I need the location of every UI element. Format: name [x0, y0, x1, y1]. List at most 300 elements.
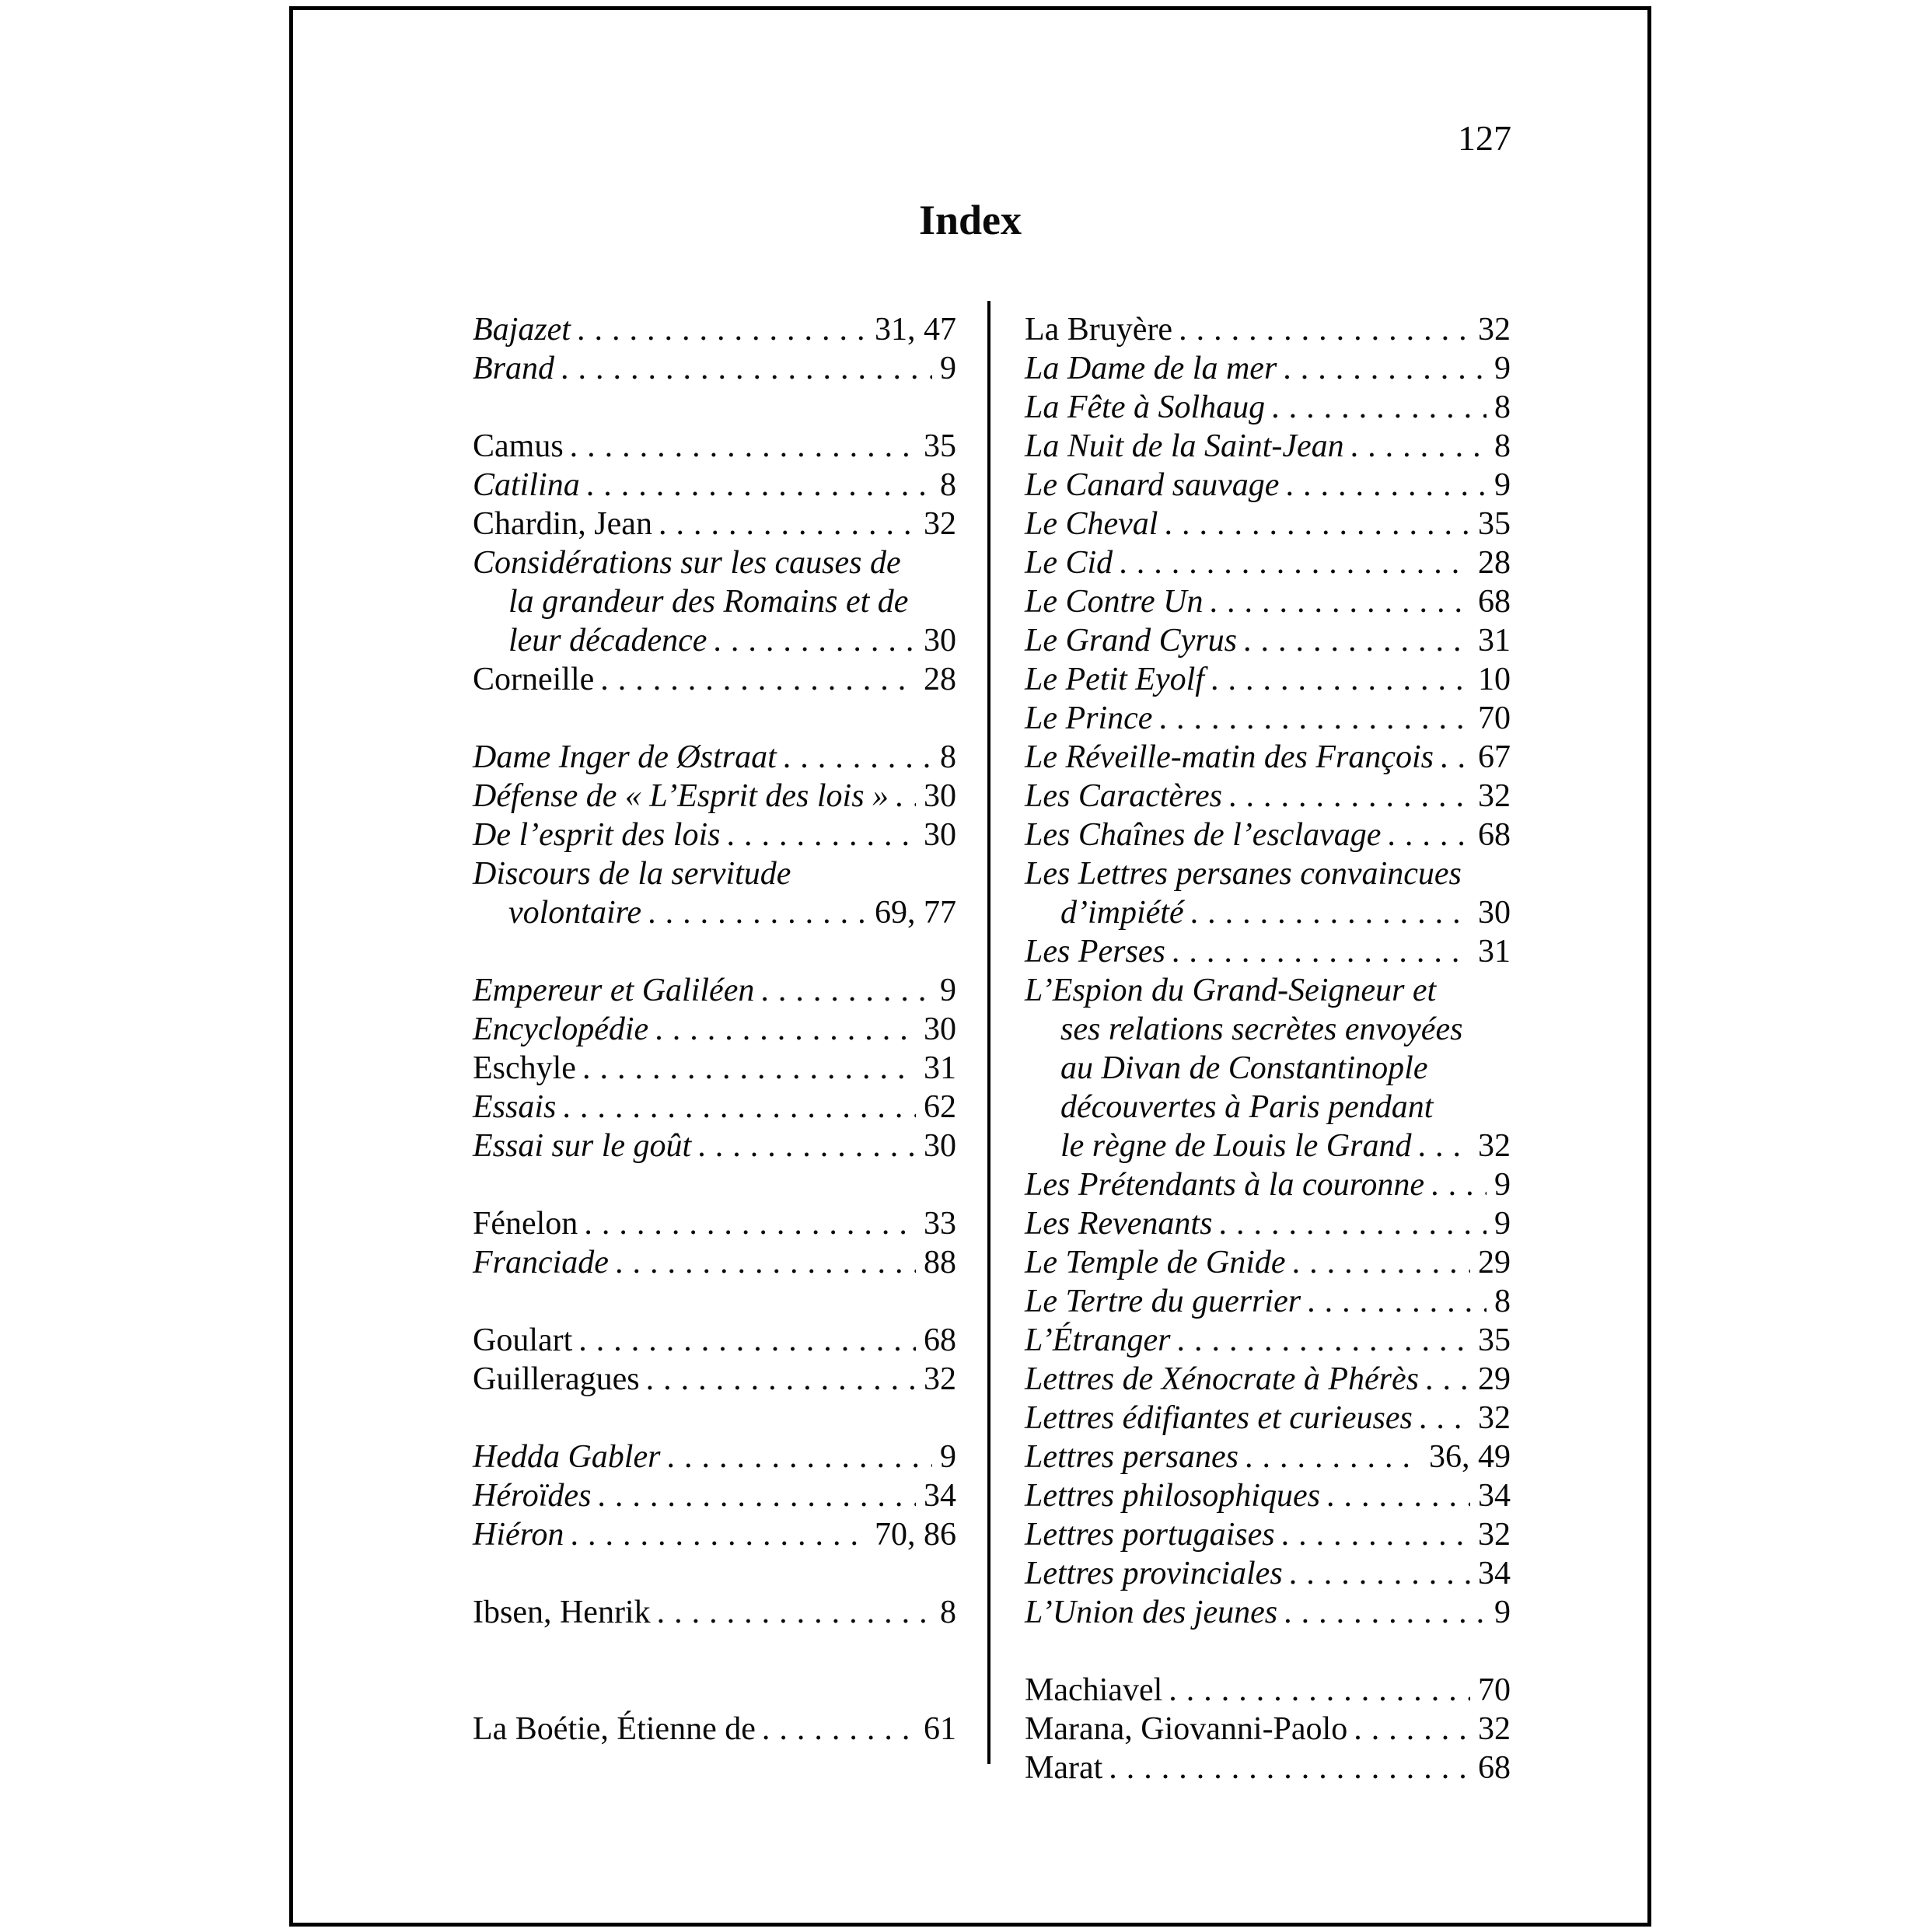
entry-label: au Divan de Constantinople	[1060, 1050, 1428, 1086]
index-group	[1025, 1671, 1511, 1787]
entry-page-number: 31	[1478, 934, 1511, 969]
entry-line	[473, 1243, 956, 1282]
entry-line	[1025, 388, 1511, 427]
entry-line	[473, 466, 956, 505]
index-entry	[1025, 1399, 1511, 1438]
entry-page-number: 8	[940, 1595, 956, 1630]
index-group	[1025, 310, 1511, 1632]
book-page	[289, 6, 1651, 1927]
entry-line	[1025, 1438, 1511, 1476]
index-group	[473, 971, 956, 1165]
entry-page-number: 31	[1478, 623, 1511, 659]
dot-leader	[561, 349, 932, 388]
entry-line	[473, 505, 956, 543]
dot-leader	[1119, 543, 1470, 582]
entry-line	[473, 1088, 956, 1127]
index-entry	[473, 1204, 956, 1243]
dot-leader	[1354, 1710, 1470, 1749]
index-entry	[473, 816, 956, 854]
dot-leader	[600, 660, 916, 699]
entry-page-number: 9	[1494, 1167, 1511, 1203]
entry-page-number: 9	[1494, 467, 1511, 503]
entry-line	[1025, 582, 1511, 621]
dot-leader	[1109, 1749, 1470, 1787]
entry-line	[1025, 1515, 1511, 1554]
dot-leader	[1245, 1438, 1421, 1476]
dot-leader	[1283, 349, 1487, 388]
entry-page-number: 32	[1478, 1128, 1511, 1164]
dot-leader	[562, 1088, 916, 1127]
index-group	[473, 1593, 956, 1632]
index-entry	[473, 1515, 956, 1554]
entry-page-number: 8	[940, 739, 956, 775]
entry-page-number: 31	[924, 1050, 956, 1086]
entry-page-number: 70	[1478, 700, 1511, 736]
index-entry	[1025, 738, 1511, 777]
entry-label: découvertes à Paris pendant	[1060, 1089, 1434, 1125]
index-entry	[1025, 1515, 1511, 1554]
entry-label: Catilina	[473, 467, 580, 503]
entry-page-number: 34	[924, 1478, 956, 1514]
dot-leader	[1425, 1360, 1470, 1399]
dot-leader	[584, 1204, 916, 1243]
dot-leader	[1228, 777, 1470, 816]
entry-label: ses relations secrètes envoyées	[1060, 1011, 1463, 1047]
entry-page-number: 9	[1494, 351, 1511, 386]
dot-leader	[582, 1049, 916, 1088]
entry-label: Lettres portugaises	[1025, 1517, 1275, 1553]
entry-line	[1025, 1710, 1511, 1749]
entry-line	[1025, 543, 1511, 582]
entry-line	[473, 1049, 956, 1088]
index-entry	[473, 777, 956, 816]
entry-line	[473, 777, 956, 816]
dot-leader	[666, 1438, 932, 1476]
entry-line	[473, 1127, 956, 1165]
dot-leader	[1431, 1165, 1487, 1204]
entry-label: Le Petit Eyolf	[1025, 662, 1204, 697]
entry-page-number: 29	[1478, 1361, 1511, 1397]
entry-page-number: 30	[1478, 895, 1511, 931]
entry-label: Lettres persanes	[1025, 1439, 1239, 1475]
entry-line	[473, 1321, 956, 1360]
index-entry	[1025, 1360, 1511, 1399]
dot-leader	[1387, 816, 1470, 854]
dot-leader	[1164, 505, 1470, 543]
entry-line	[1025, 1165, 1511, 1204]
dot-leader	[1209, 582, 1470, 621]
entry-label: La Nuit de la Saint-Jean	[1025, 428, 1344, 464]
entry-line	[1025, 971, 1511, 1010]
index-group	[473, 1438, 956, 1554]
entry-line	[1025, 427, 1511, 466]
index-entry	[473, 543, 956, 660]
dot-leader	[655, 1010, 916, 1049]
page-number: 127	[1458, 118, 1511, 158]
entry-label: Le Prince	[1025, 700, 1153, 736]
entry-label: L’Étranger	[1025, 1322, 1171, 1358]
entry-page-number: 32	[924, 1361, 956, 1397]
entry-label: Essais	[473, 1089, 557, 1125]
entry-page-number: 36, 49	[1429, 1439, 1511, 1475]
dot-leader	[648, 893, 867, 932]
entry-label: Bajazet	[473, 312, 571, 348]
index-entry	[473, 505, 956, 543]
entry-label: Héroïdes	[473, 1478, 592, 1514]
index-entry	[1025, 699, 1511, 738]
entry-label: Chardin, Jean	[473, 506, 652, 542]
dot-leader	[1284, 1593, 1487, 1632]
entry-label: Eschyle	[473, 1050, 576, 1086]
entry-page-number: 61	[924, 1711, 956, 1747]
entry-line	[473, 349, 956, 388]
dot-leader	[1307, 1282, 1487, 1321]
dot-leader	[1289, 1554, 1470, 1593]
dot-leader	[659, 505, 916, 543]
entry-page-number: 70	[1478, 1672, 1511, 1708]
index-column-right	[1025, 310, 1511, 1787]
entry-page-number: 32	[1478, 312, 1511, 348]
dot-leader	[578, 1321, 916, 1360]
entry-page-number: 8	[1494, 428, 1511, 464]
index-entry	[1025, 1321, 1511, 1360]
entry-label: De l’esprit des lois	[473, 817, 721, 853]
entry-label: Marat	[1025, 1750, 1103, 1786]
entry-page-number: 69, 77	[875, 895, 956, 931]
dot-leader	[1172, 932, 1470, 971]
entry-page-number: 28	[1478, 545, 1511, 581]
entry-page-number: 68	[1478, 584, 1511, 620]
index-entry	[1025, 621, 1511, 660]
entry-page-number: 68	[924, 1322, 956, 1358]
entry-label: Le Cid	[1025, 545, 1113, 581]
index-entry	[473, 1438, 956, 1476]
entry-line	[1025, 893, 1511, 932]
entry-line	[1025, 1049, 1511, 1088]
index-entry	[473, 660, 956, 699]
entry-line	[1025, 1282, 1511, 1321]
dot-leader	[570, 1515, 867, 1554]
dot-leader	[1417, 1127, 1470, 1165]
dot-leader	[726, 816, 916, 854]
entry-page-number: 8	[940, 467, 956, 503]
index-entry	[473, 1243, 956, 1282]
index-group	[473, 1321, 956, 1399]
entry-page-number: 35	[1478, 506, 1511, 542]
index-entry	[473, 1088, 956, 1127]
index-entry	[473, 466, 956, 505]
entry-label: d’impiété	[1060, 895, 1184, 931]
entry-page-number: 9	[940, 351, 956, 386]
index-entry	[1025, 854, 1511, 932]
entry-line	[1025, 1204, 1511, 1243]
dot-leader	[697, 1127, 916, 1165]
index-entry	[1025, 932, 1511, 971]
entry-label: Hedda Gabler	[473, 1439, 661, 1475]
column-divider	[987, 301, 990, 1764]
entry-page-number: 9	[1494, 1206, 1511, 1242]
entry-label: Les Lettres persanes convaincues	[1025, 856, 1462, 892]
entry-label: Le Tertre du guerrier	[1025, 1284, 1301, 1319]
entry-line	[473, 1515, 956, 1554]
entry-page-number: 9	[940, 973, 956, 1008]
entry-line	[473, 1476, 956, 1515]
dot-leader	[760, 971, 932, 1010]
index-entry	[1025, 1204, 1511, 1243]
entry-label: Empereur et Galiléen	[473, 973, 755, 1008]
index-entry	[473, 427, 956, 466]
entry-page-number: 30	[924, 1011, 956, 1047]
entry-line	[1025, 310, 1511, 349]
dot-leader	[1440, 738, 1470, 777]
index-entry	[1025, 777, 1511, 816]
index-group	[473, 1204, 956, 1282]
entry-line	[1025, 1321, 1511, 1360]
entry-line	[473, 738, 956, 777]
entry-page-number: 9	[1494, 1595, 1511, 1630]
entry-line	[473, 1010, 956, 1049]
dot-leader	[1176, 1321, 1470, 1360]
dot-leader	[570, 427, 916, 466]
entry-label: Lettres de Xénocrate à Phérès	[1025, 1361, 1419, 1397]
entry-label: Les Chaînes de l’esclavage	[1025, 817, 1382, 853]
entry-line	[473, 854, 956, 893]
dot-leader	[895, 777, 916, 816]
entry-page-number: 34	[1478, 1478, 1511, 1514]
entry-label: Les Prétendants à la couronne	[1025, 1167, 1425, 1203]
dot-leader	[1271, 388, 1487, 427]
entry-line	[473, 893, 956, 932]
index-entry	[1025, 582, 1511, 621]
entry-line	[473, 582, 956, 621]
index-entry	[473, 738, 956, 777]
dot-leader	[1292, 1243, 1470, 1282]
dot-leader	[577, 310, 867, 349]
entry-label: La Bruyère	[1025, 312, 1173, 348]
index-entry	[1025, 388, 1511, 427]
entry-line	[473, 1438, 956, 1476]
entry-label: Le Canard sauvage	[1025, 467, 1280, 503]
entry-line	[1025, 660, 1511, 699]
entry-line	[473, 816, 956, 854]
entry-label: leur décadence	[508, 623, 707, 659]
entry-label: La Boétie, Étienne de	[473, 1711, 756, 1747]
entry-line	[1025, 699, 1511, 738]
index-entry	[1025, 1282, 1511, 1321]
entry-line	[1025, 1593, 1511, 1632]
dot-leader	[1211, 660, 1470, 699]
index-entry	[1025, 349, 1511, 388]
index-entry	[1025, 310, 1511, 349]
entry-page-number: 32	[1478, 1517, 1511, 1553]
entry-page-number: 34	[1478, 1556, 1511, 1591]
index-entry	[1025, 1554, 1511, 1593]
entry-line	[1025, 1010, 1511, 1049]
index-entry	[473, 1049, 956, 1088]
entry-line	[1025, 1671, 1511, 1710]
entry-line	[1025, 505, 1511, 543]
entry-label: Les Revenants	[1025, 1206, 1213, 1242]
index-group	[473, 1710, 956, 1749]
index-entry	[473, 1593, 956, 1632]
entry-page-number: 32	[1478, 1711, 1511, 1747]
entry-line	[1025, 738, 1511, 777]
entry-line	[473, 1710, 956, 1749]
entry-page-number: 35	[924, 428, 956, 464]
dot-leader	[1281, 1515, 1470, 1554]
entry-label: Corneille	[473, 662, 595, 697]
entry-label: Marana, Giovanni-Paolo	[1025, 1711, 1348, 1747]
entry-page-number: 32	[924, 506, 956, 542]
entry-label: Guilleragues	[473, 1361, 640, 1397]
entry-label: le règne de Louis le Grand	[1060, 1128, 1412, 1164]
entry-label: Hiéron	[473, 1517, 564, 1553]
entry-line	[473, 310, 956, 349]
entry-label: Le Réveille-matin des François	[1025, 739, 1434, 775]
entry-label: Brand	[473, 351, 554, 386]
entry-page-number: 30	[924, 817, 956, 853]
entry-page-number: 70, 86	[875, 1517, 956, 1553]
entry-line	[1025, 1127, 1511, 1165]
index-entry	[1025, 505, 1511, 543]
index-entry	[1025, 427, 1511, 466]
entry-label: Le Contre Un	[1025, 584, 1204, 620]
entry-label: L’Union des jeunes	[1025, 1595, 1278, 1630]
entry-page-number: 30	[924, 623, 956, 659]
dot-leader	[1190, 893, 1470, 932]
entry-line	[473, 621, 956, 660]
index-group	[473, 310, 956, 388]
entry-page-number: 31, 47	[875, 312, 956, 348]
entry-label: Lettres provinciales	[1025, 1556, 1283, 1591]
entry-page-number: 32	[1478, 1400, 1511, 1436]
entry-line	[1025, 1749, 1511, 1787]
entry-page-number: 62	[924, 1089, 956, 1125]
entry-page-number: 32	[1478, 778, 1511, 814]
dot-leader	[1218, 1204, 1487, 1243]
dot-leader	[1419, 1399, 1470, 1438]
index-entry	[473, 310, 956, 349]
index-entry	[473, 349, 956, 388]
entry-label: Considérations sur les causes de	[473, 545, 901, 581]
entry-line	[1025, 349, 1511, 388]
entry-line	[1025, 1088, 1511, 1127]
index-entry	[473, 971, 956, 1010]
index-entry	[473, 1710, 956, 1749]
entry-line	[473, 1593, 956, 1632]
entry-line	[473, 543, 956, 582]
entry-label: Discours de la servitude	[473, 856, 791, 892]
entry-line	[1025, 621, 1511, 660]
dot-leader	[615, 1243, 916, 1282]
dot-leader	[783, 738, 932, 777]
entry-label: Fénelon	[473, 1206, 578, 1242]
dot-leader	[597, 1476, 916, 1515]
entry-label: Défense de « L’Esprit des lois »	[473, 778, 889, 814]
entry-line	[1025, 932, 1511, 971]
index-entry	[473, 1321, 956, 1360]
index-entry	[1025, 816, 1511, 854]
entry-page-number: 30	[924, 1128, 956, 1164]
index-entry	[1025, 1749, 1511, 1787]
entry-page-number: 28	[924, 662, 956, 697]
entry-page-number: 9	[940, 1439, 956, 1475]
entry-line	[473, 427, 956, 466]
dot-leader	[713, 621, 916, 660]
page-title: Index	[918, 197, 1022, 243]
entry-line	[1025, 777, 1511, 816]
entry-label: la grandeur des Romains et de	[508, 584, 909, 620]
entry-line	[1025, 466, 1511, 505]
dot-leader	[762, 1710, 916, 1749]
entry-page-number: 29	[1478, 1245, 1511, 1280]
entry-line	[473, 1204, 956, 1243]
index-entry	[473, 1476, 956, 1515]
entry-line	[1025, 854, 1511, 893]
entry-label: Dame Inger de Østraat	[473, 739, 777, 775]
entry-page-number: 8	[1494, 390, 1511, 425]
entry-page-number: 8	[1494, 1284, 1511, 1319]
entry-page-number: 35	[1478, 1322, 1511, 1358]
dot-leader	[1158, 699, 1470, 738]
index-entry	[1025, 543, 1511, 582]
entry-line	[1025, 1399, 1511, 1438]
entry-line	[1025, 1554, 1511, 1593]
entry-label: volontaire	[508, 895, 642, 931]
entry-page-number: 68	[1478, 817, 1511, 853]
index-entry	[473, 854, 956, 932]
entry-label: Les Perses	[1025, 934, 1165, 969]
index-column-left	[473, 310, 956, 1749]
entry-label: Le Temple de Gnide	[1025, 1245, 1286, 1280]
index-group	[473, 427, 956, 699]
entry-label: Le Cheval	[1025, 506, 1158, 542]
index-entry	[1025, 1243, 1511, 1282]
entry-line	[473, 660, 956, 699]
entry-label: Franciade	[473, 1245, 609, 1280]
index-entry	[1025, 1593, 1511, 1632]
entry-page-number: 68	[1478, 1750, 1511, 1786]
entry-label: Les Caractères	[1025, 778, 1222, 814]
dot-leader	[1243, 621, 1470, 660]
entry-label: Machiavel	[1025, 1672, 1163, 1708]
entry-page-number: 33	[924, 1206, 956, 1242]
index-entry	[1025, 660, 1511, 699]
entry-label: Essai sur le goût	[473, 1128, 692, 1164]
entry-page-number: 10	[1478, 662, 1511, 697]
dot-leader	[1350, 427, 1487, 466]
index-entry	[1025, 1476, 1511, 1515]
index-entry	[1025, 466, 1511, 505]
index-entry	[1025, 1438, 1511, 1476]
dot-leader	[1326, 1476, 1470, 1515]
index-entry	[1025, 1710, 1511, 1749]
index-entry	[1025, 1671, 1511, 1710]
entry-label: Encyclopédie	[473, 1011, 649, 1047]
entry-line	[473, 1360, 956, 1399]
entry-line	[1025, 1476, 1511, 1515]
index-entry	[1025, 971, 1511, 1165]
dot-leader	[657, 1593, 932, 1632]
dot-leader	[1169, 1671, 1470, 1710]
entry-line	[1025, 1243, 1511, 1282]
entry-label: Goulart	[473, 1322, 573, 1358]
index-entry	[473, 1360, 956, 1399]
index-group	[473, 738, 956, 932]
entry-label: Lettres philosophiques	[1025, 1478, 1320, 1514]
dot-leader	[1285, 466, 1487, 505]
dot-leader	[1179, 310, 1470, 349]
